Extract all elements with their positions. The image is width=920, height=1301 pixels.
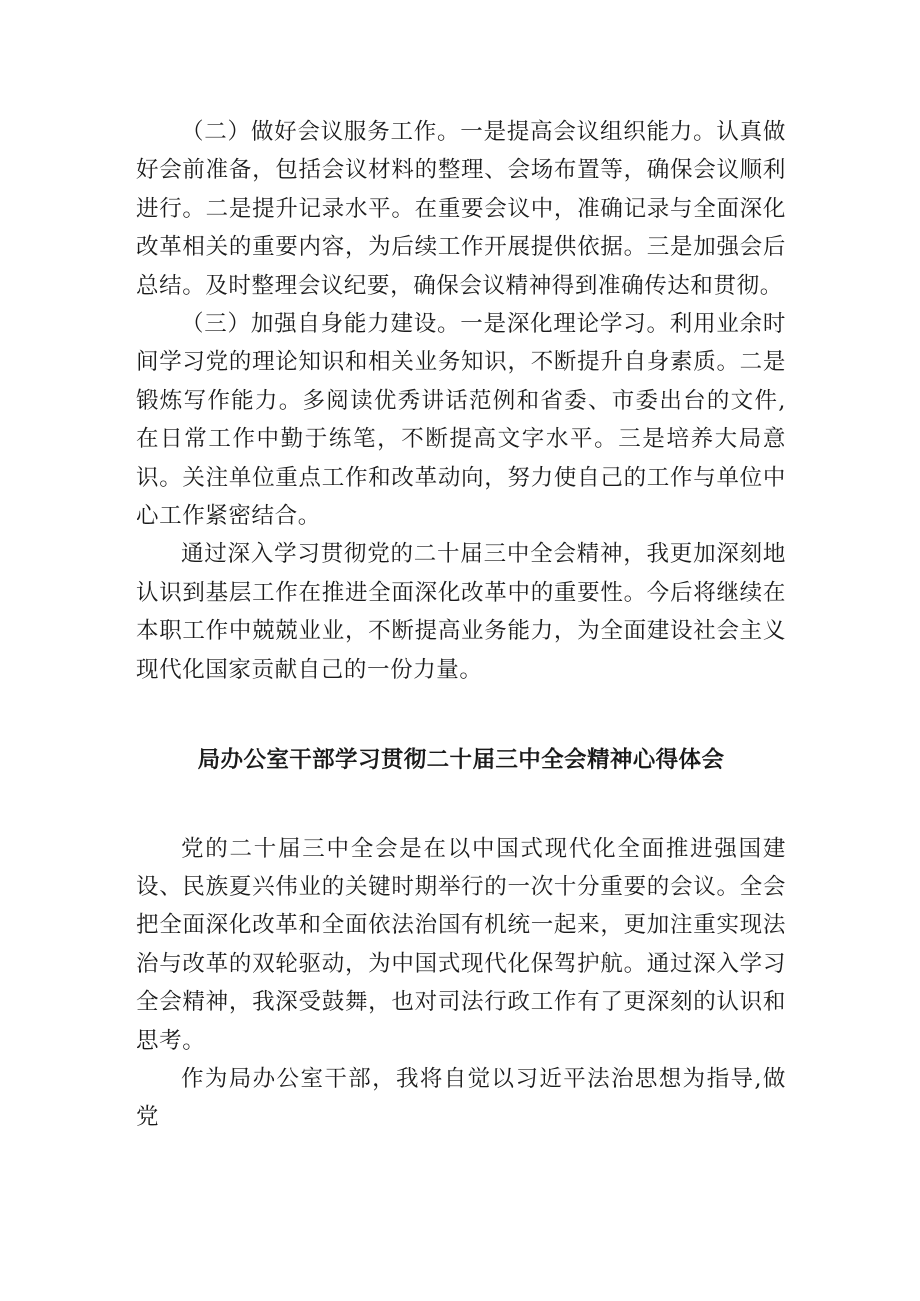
paragraph-plenum-intro: 党的二十届三中全会是在以中国式现代化全面推进强国建设、民族夏兴伟业的关键时期举行的一次十分重要的会议。全会把全面深化改革和全面依法治国有机统一起来，更加注重实现法治与改革的双轮驱动，为中国式现代化保驾护航。通过深入学习全会精神，我深受鼓舞，也对司法行政工作有了更深刻的认识和思考。 bbox=[136, 835, 786, 1054]
paragraph-meeting-service: （二）做好会议服务工作。一是提高会议组织能力。认真做好会前准备，包括会议材料的整理、会场布置等，确保会议顺利进行。二是提升记录水平。在重要会议中，准确记录与全面深化改革相关的重要内容，为后续工作开展提供依据。三是加强会后总结。及时整理会议纪要，确保会议精神得到准确传达和贯彻。 bbox=[136, 119, 786, 299]
paragraph-self-capacity: （三）加强自身能力建设。一是深化理论学习。利用业余时间学习党的理论知识和相关业务知识，不断提升自身素质。二是锻炼写作能力。多阅读优秀讲话范例和省委、市委出台的文件,在日常工作中勤于练笔，不断提高文字水平。三是培养大局意识。关注单位重点工作和改革动向，努力使自己的工作与单位中心工作紧密结合。 bbox=[136, 311, 786, 530]
paragraph-office-role: 作为局办公室干部，我将自觉以习近平法治思想为指导,做党 bbox=[136, 1065, 786, 1131]
document-body bbox=[136, 113, 786, 1137]
section-title: 局办公室干部学习贯彻二十届三中全会精神心得体会 bbox=[197, 747, 725, 774]
paragraph-conclusion: 通过深入学习贯彻党的二十届三中全会精神，我更加深刻地认识到基层工作在推进全面深化改革中的重要性。今后将继续在本职工作中兢兢业业，不断提高业务能力，为全面建设社会主义现代化国家贡献自己的一份力量。 bbox=[136, 541, 786, 683]
